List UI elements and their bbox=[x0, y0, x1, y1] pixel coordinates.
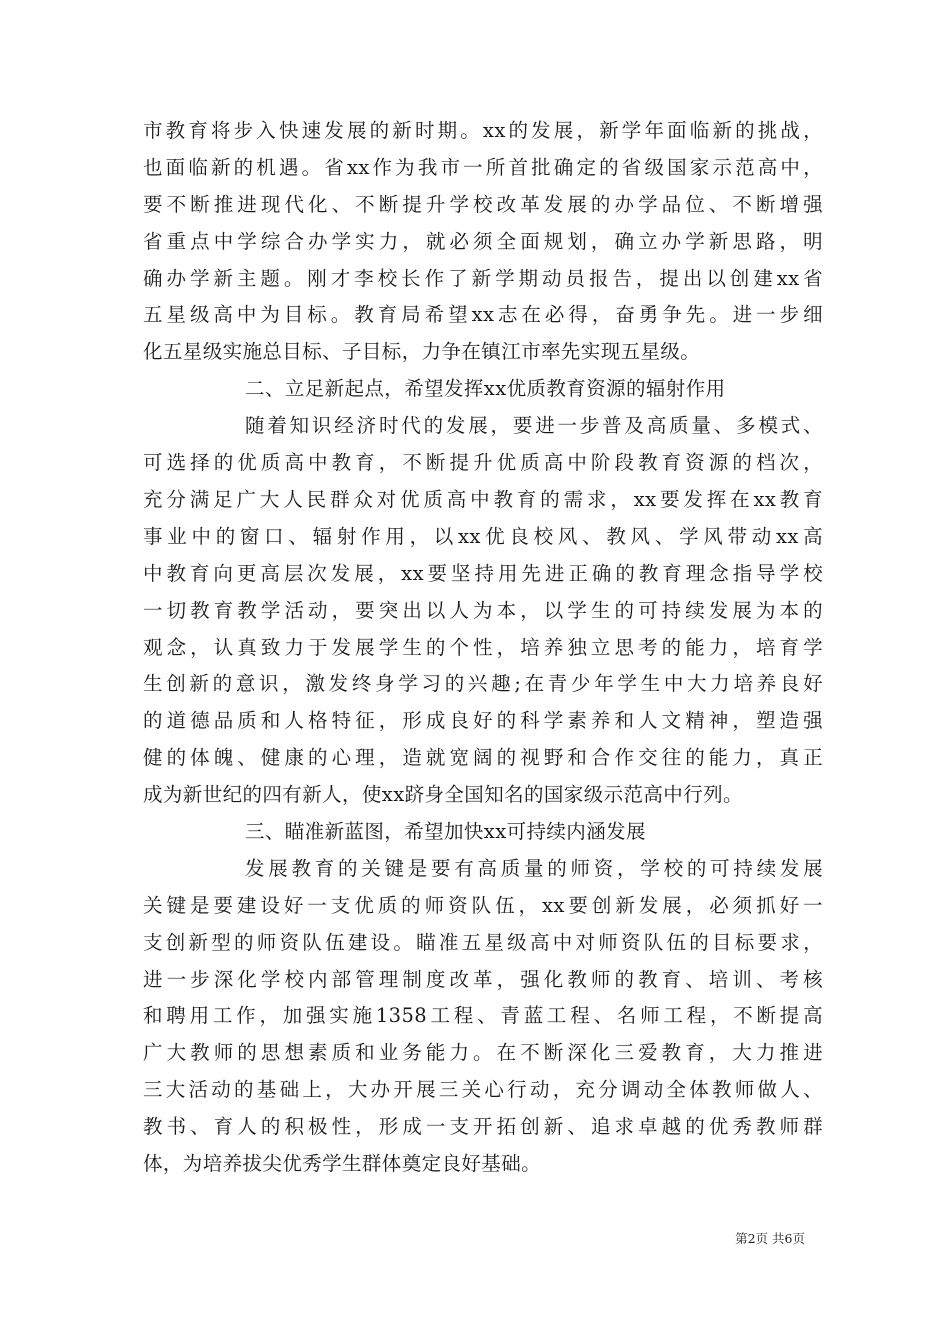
paragraph-3-line: 进一步深化学校内部管理制度改革，强化教师的教育、培训、考核 bbox=[143, 968, 823, 991]
page-number-footer: 第2页 共6页 bbox=[735, 1231, 805, 1246]
paragraph-2-line: 一切教育教学活动，要突出以人为本，以学生的可持续发展为本的 bbox=[143, 599, 823, 622]
paragraph-3-line: 关键是要建设好一支优质的师资队伍，xx要创新发展，必须抓好一 bbox=[143, 894, 823, 917]
paragraph-1-line: 也面临新的机遇。省xx作为我市一所首批确定的省级国家示范高中， bbox=[143, 156, 823, 179]
paragraph-3-line: 教书、育人的积极性，形成一支开拓创新、追求卓越的优秀教师群 bbox=[143, 1115, 823, 1138]
paragraph-3-line: 和聘用工作，加强实施1358工程、青蓝工程、名师工程，不断提高 bbox=[143, 1004, 823, 1027]
paragraph-3-line: 体，为培养拔尖优秀学生群体奠定良好基础。 bbox=[143, 1152, 542, 1175]
paragraph-1-line: 化五星级实施总目标、子目标，力争在镇江市率先实现五星级。 bbox=[143, 340, 701, 363]
section-heading-2: 二、立足新起点，希望发挥xx优质教育资源的辐射作用 bbox=[245, 377, 726, 400]
paragraph-2-line: 中教育向更高层次发展，xx要坚持用先进正确的教育理念指导学校 bbox=[143, 562, 823, 585]
paragraph-2-line: 事业中的窗口、辐射作用，以xx优良校风、教风、学风带动xx高 bbox=[143, 525, 823, 548]
paragraph-3-line: 发展教育的关键是要有高质量的师资，学校的可持续发展 bbox=[245, 857, 823, 880]
paragraph-1-line: 市教育将步入快速发展的新时期。xx的发展，新学年面临新的挑战， bbox=[143, 119, 823, 142]
section-heading-3: 三、瞄准新蓝图，希望加快xx可持续内涵发展 bbox=[245, 820, 646, 843]
paragraph-1-line: 要不断推进现代化、不断提升学校改革发展的办学品位、不断增强 bbox=[143, 193, 823, 216]
paragraph-2-line: 观念，认真致力于发展学生的个性，培养独立思考的能力，培育学 bbox=[143, 636, 823, 659]
paragraph-3-line: 广大教师的思想素质和业务能力。在不断深化三爱教育，大力推进 bbox=[143, 1041, 823, 1064]
paragraph-3-line: 支创新型的师资队伍建设。瞄准五星级高中对师资队伍的目标要求， bbox=[143, 931, 823, 954]
paragraph-1-line: 省重点中学综合办学实力，就必须全面规划，确立办学新思路，明 bbox=[143, 230, 823, 253]
paragraph-2-line: 的道德品质和人格特征，形成良好的科学素养和人文精神，塑造强 bbox=[143, 709, 823, 732]
paragraph-2-line: 充分满足广大人民群众对优质高中教育的需求，xx要发挥在xx教育 bbox=[143, 488, 823, 511]
paragraph-1-line: 确办学新主题。刚才李校长作了新学期动员报告，提出以创建xx省 bbox=[143, 267, 823, 290]
paragraph-2-line: 健的体魄、健康的心理，造就宽阔的视野和合作交往的能力，真正 bbox=[143, 746, 823, 769]
paragraph-2-line: 生创新的意识，激发终身学习的兴趣;在青少年学生中大力培养良好 bbox=[143, 672, 823, 695]
paragraph-2-line: 可选择的优质高中教育，不断提升优质高中阶段教育资源的档次， bbox=[143, 451, 823, 474]
paragraph-2-line: 随着知识经济时代的发展，要进一步普及高质量、多模式、 bbox=[245, 414, 823, 437]
paragraph-3-line: 三大活动的基础上，大办开展三关心行动，充分调动全体教师做人、 bbox=[143, 1078, 823, 1101]
paragraph-1-line: 五星级高中为目标。教育局希望xx志在必得，奋勇争先。进一步细 bbox=[143, 303, 823, 326]
paragraph-2-line: 成为新世纪的四有新人，使xx跻身全国知名的国家级示范高中行列。 bbox=[143, 783, 743, 806]
